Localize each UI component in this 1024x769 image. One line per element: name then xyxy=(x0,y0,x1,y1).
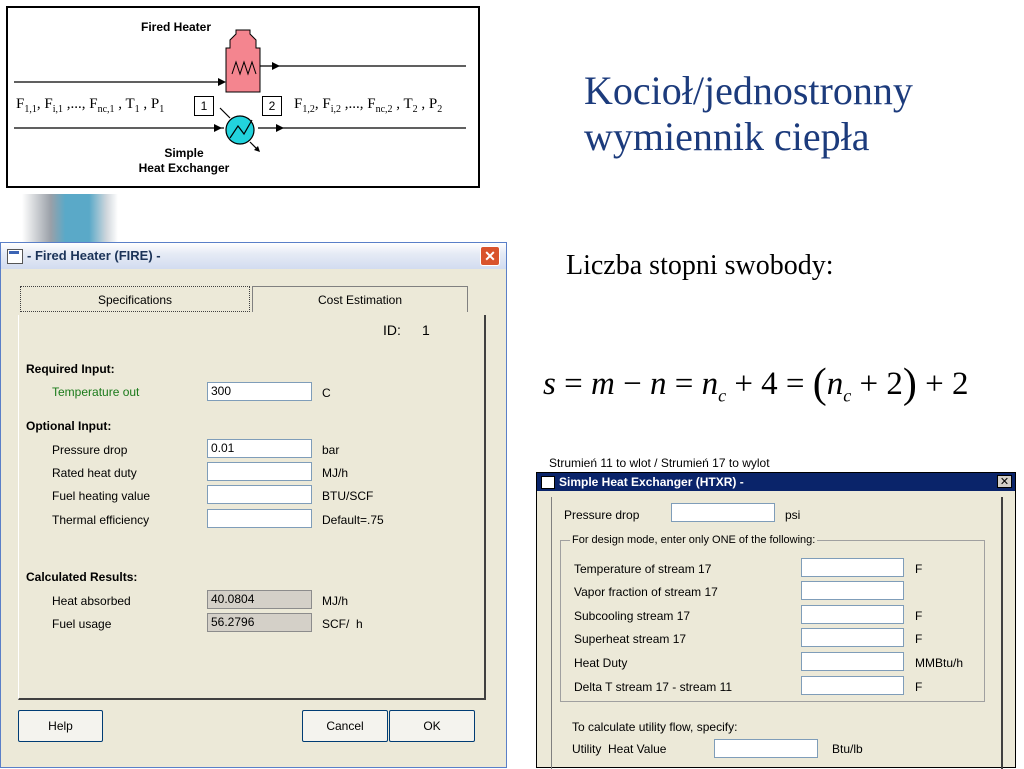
temperature-out-label: Temperature out xyxy=(52,385,140,399)
arrow-head xyxy=(218,78,226,86)
design-row-input[interactable] xyxy=(801,581,904,600)
fuel-usage-unit: SCF/ h xyxy=(322,617,363,631)
fired-heater-label: Fired Heater xyxy=(140,20,212,34)
process-diagram xyxy=(6,6,480,188)
htxr-pressure-drop-input[interactable] xyxy=(671,503,775,522)
design-mode-legend: For design mode, enter only ONE of the following: xyxy=(572,534,816,546)
fired-heater-titlebar[interactable] xyxy=(1,243,506,269)
heat-absorbed-value: 40.0804 xyxy=(207,590,312,609)
design-row-unit: MMBtu/h xyxy=(915,656,964,670)
id-value: 1 xyxy=(422,322,430,338)
stream-box-1: 1 xyxy=(194,96,214,116)
thermal-efficiency-input[interactable] xyxy=(207,509,312,528)
degrees-of-freedom-label: Liczba stopni swobody: xyxy=(566,250,834,281)
rated-heat-duty-input[interactable] xyxy=(207,462,312,481)
temperature-out-input[interactable]: 300 xyxy=(207,382,312,401)
fuel-heating-value-input[interactable] xyxy=(207,485,312,504)
utility-prompt: To calculate utility flow, specify: xyxy=(572,720,738,734)
htxr-pressure-drop-unit: psi xyxy=(785,508,801,522)
fired-heater-shape xyxy=(226,30,260,92)
design-row-input[interactable] xyxy=(801,558,904,577)
calculated-results-header: Calculated Results: xyxy=(26,570,138,584)
arrow-head xyxy=(214,124,222,132)
slide-title-line2: wymiennik ciepła xyxy=(584,114,870,159)
design-row-label: Delta T stream 17 - stream 11 xyxy=(574,680,733,694)
design-row-input[interactable] xyxy=(801,628,904,647)
close-button[interactable]: ✕ xyxy=(997,475,1012,488)
thermal-efficiency-unit: Default=.75 xyxy=(322,513,384,527)
exchanger-label-line1: Simple xyxy=(164,146,204,160)
close-button[interactable]: ✕ xyxy=(480,246,500,266)
tab-cost-estimation[interactable]: Cost Estimation xyxy=(252,286,468,312)
utility-heat-value-input[interactable] xyxy=(714,739,818,758)
arrow-head xyxy=(276,124,284,132)
heat-absorbed-unit: MJ/h xyxy=(322,594,349,608)
window-menu-icon[interactable] xyxy=(541,476,555,489)
utility-heat-value-label: Utility Heat Value xyxy=(572,742,667,756)
heat-absorbed-label: Heat absorbed xyxy=(52,594,131,608)
heat-exchanger-shape xyxy=(226,116,254,144)
design-row-label: Subcooling stream 17 xyxy=(574,609,691,623)
fuel-heating-value-label: Fuel heating value xyxy=(52,489,151,503)
design-row-label: Vapor fraction of stream 17 xyxy=(574,585,718,599)
design-row-unit: F xyxy=(915,562,923,576)
stream-box-2: 2 xyxy=(262,96,282,116)
design-row-unit: F xyxy=(915,609,923,623)
design-row-input[interactable] xyxy=(801,676,904,695)
design-row-label: Superheat stream 17 xyxy=(574,632,687,646)
design-row-label: Heat Duty xyxy=(574,656,628,670)
slide-title-line1: Kocioł/jednostronny xyxy=(584,68,913,113)
pressure-drop-input[interactable]: 0.01 xyxy=(207,439,312,458)
design-row-input[interactable] xyxy=(801,652,904,671)
window-menu-icon[interactable] xyxy=(7,249,23,264)
fired-heater-title: - Fired Heater (FIRE) - xyxy=(27,248,161,263)
utility-heat-value-unit: Btu/lb xyxy=(832,742,863,756)
fuel-usage-label: Fuel usage xyxy=(52,617,112,631)
temperature-out-unit: C xyxy=(322,386,331,400)
arrow-head xyxy=(272,62,280,70)
htxr-pressure-drop-label: Pressure drop xyxy=(564,508,640,522)
optional-input-header: Optional Input: xyxy=(26,419,112,433)
decorative-bar xyxy=(22,194,118,242)
slide-title xyxy=(584,68,1004,160)
rated-heat-duty-unit: MJ/h xyxy=(322,466,349,480)
design-row-unit: F xyxy=(915,680,923,694)
design-row-unit: F xyxy=(915,632,923,646)
outlet-formula: $F_{1,2}$, $F_{i,2}$ ,..., $F_{nc,2}$ , $T_2$ , $P_2$ xyxy=(294,96,443,115)
stream-caption: Strumień 11 to wlot / Strumień 17 to wylot xyxy=(549,456,770,470)
id-label: ID: xyxy=(383,322,401,338)
fuel-usage-value: 56.2796 xyxy=(207,613,312,632)
utility-in-line xyxy=(220,108,230,118)
cancel-button[interactable]: Cancel xyxy=(302,710,388,742)
design-row-input[interactable] xyxy=(801,605,904,624)
htxr-titlebar[interactable] xyxy=(537,473,1015,491)
pressure-drop-label: Pressure drop xyxy=(52,443,128,457)
thermal-efficiency-label: Thermal efficiency xyxy=(52,513,150,527)
tab-specifications[interactable]: Specifications xyxy=(20,286,250,312)
rated-heat-duty-label: Rated heat duty xyxy=(52,466,137,480)
exchanger-label-line2: Heat Exchanger xyxy=(138,161,230,175)
required-input-header: Required Input: xyxy=(26,362,115,376)
ok-button[interactable]: OK xyxy=(389,710,475,742)
inlet-formula: $F_{1,1}$, $F_{i,1}$ ,..., $F_{nc,1}$ , $T_1$ , $P_1$ xyxy=(16,96,165,115)
dof-equation: $s = m - n = n_c + 4 = (n_c + 2) + 2$ xyxy=(543,361,969,407)
htxr-title: Simple Heat Exchanger (HTXR) - xyxy=(559,475,744,489)
help-button[interactable]: Help xyxy=(18,710,103,742)
design-row-label: Temperature of stream 17 xyxy=(574,562,712,576)
fuel-heating-value-unit: BTU/SCF xyxy=(322,489,374,503)
pressure-drop-unit: bar xyxy=(322,443,340,457)
